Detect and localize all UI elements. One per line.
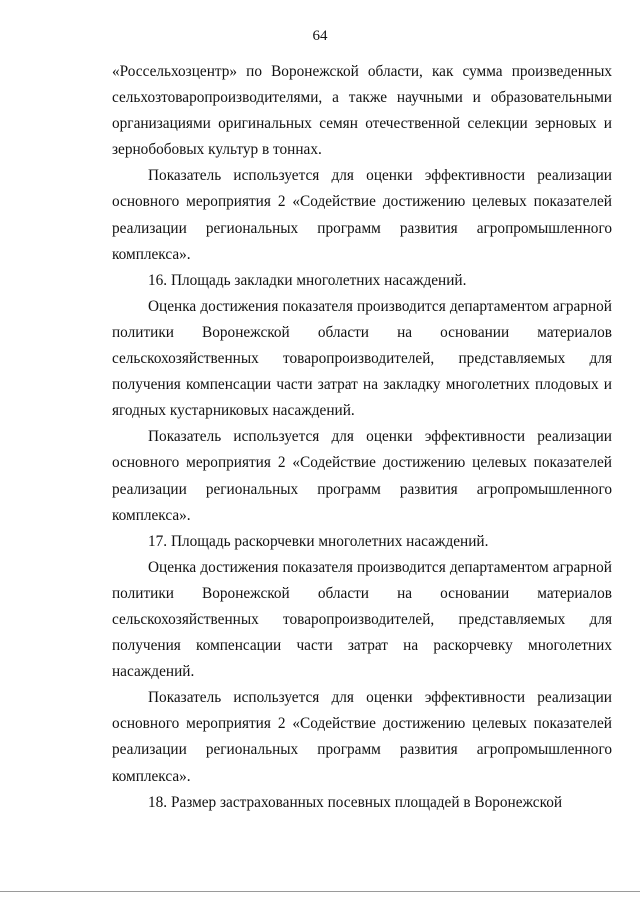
paragraph-assessment-16: Оценка достижения показателя производится департаментом аграрной политики Воронежской области на основании материалов сельскохозяйственных товаропроизводителей, представляемых для получения компенсации части затрат на закладку многолетних плодовых и ягодных кустарниковых насаждений. bbox=[112, 297, 612, 420]
document-body bbox=[112, 59, 612, 816]
bottom-rule bbox=[0, 891, 640, 892]
page-number: 64 bbox=[312, 28, 328, 44]
section-heading-17: 17. Площадь раскорчевки многолетних насаждений. bbox=[148, 532, 489, 550]
paragraph-indicator-usage-16: Показатель используется для оценки эффективности реализации основного мероприятия 2 «Содействие достижению целевых показателей реализации региональных программ развития агропромышленного комплекса». bbox=[112, 428, 612, 524]
paragraph-assessment-17: Оценка достижения показателя производится департаментом аграрной политики Воронежской области на основании материалов сельскохозяйственных товаропроизводителей, представляемых для получения компенсации части затрат на раскорчевку многолетних насаждений. bbox=[112, 558, 612, 681]
paragraph-indicator-usage-17: Показатель используется для оценки эффективности реализации основного мероприятия 2 «Содействие достижению целевых показателей реализации региональных программ развития агропромышленного комплекса». bbox=[112, 689, 612, 785]
paragraph-continuation: «Россельхозцентр» по Воронежской области, как сумма произведенных сельхозтоваропроизводителями, а также научными и образовательными организациями оригинальных семян отечественной селекции зерновых и зернобобовых культур в тоннах. bbox=[112, 63, 612, 159]
section-heading-16: 16. Площадь закладки многолетних насаждений. bbox=[148, 271, 467, 289]
section-heading-18: 18. Размер застрахованных посевных площадей в Воронежской bbox=[148, 793, 563, 811]
paragraph-indicator-usage: Показатель используется для оценки эффективности реализации основного мероприятия 2 «Содействие достижению целевых показателей реализации региональных программ развития агропромышленного комплекса». bbox=[112, 167, 612, 263]
